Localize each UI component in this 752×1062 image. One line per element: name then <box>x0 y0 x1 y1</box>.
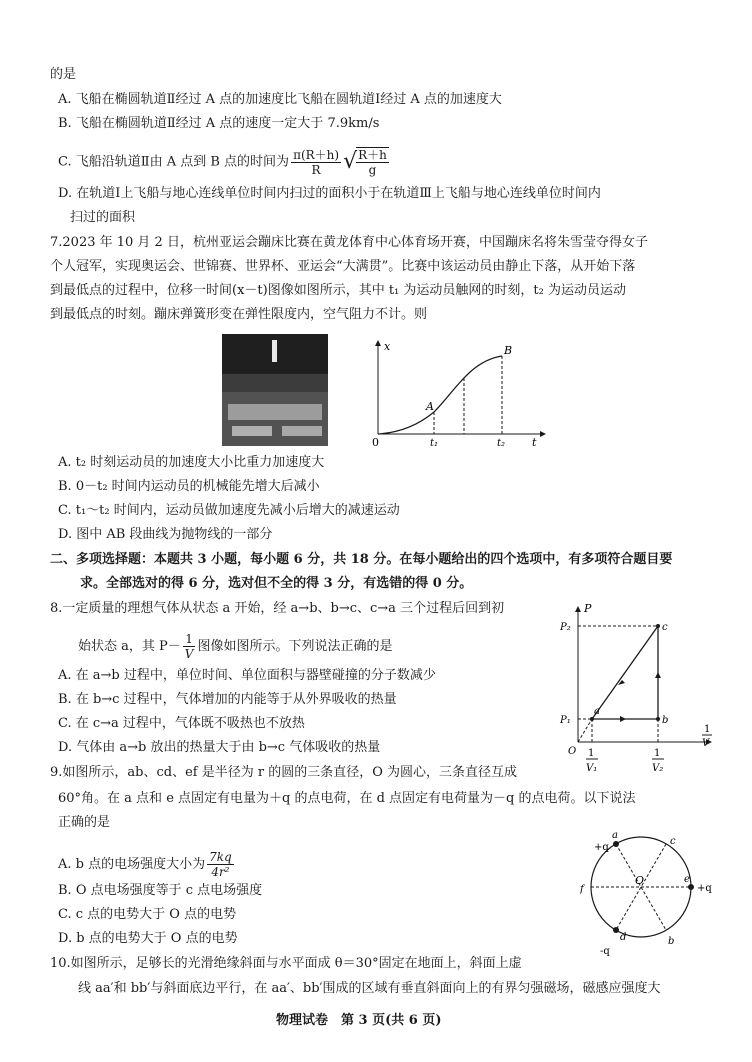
t-axis-arrow-icon <box>540 431 546 437</box>
label-d: d <box>620 932 627 943</box>
label-e: e <box>684 874 690 885</box>
p1-label: P₁ <box>560 715 571 726</box>
q8-option-a: A. 在 a→b 过程中，单位时间、单位面积与器壁碰撞的分子数减少 <box>58 668 436 683</box>
q6-option-d-line1: D. 在轨道Ⅰ上飞船与地心连线单位时间内扫过的面积小于在轨道Ⅲ上飞船与地心连线单位时间内 <box>58 186 601 201</box>
q9-option-c: C. c 点的电势大于 O 点的电势 <box>58 907 237 922</box>
q6-option-b: B. 飞船在椭圆轨道Ⅱ经过 A 点的速度一定大于 7.9km/s <box>58 116 380 131</box>
q9-stem-line3: 正确的是 <box>58 815 111 830</box>
q10-stem-line1: 10.如图所示，足够长的光滑绝缘斜面与水平面成 θ＝30°固定在地面上，斜面上虚 <box>50 956 522 971</box>
charge-e-label: +q <box>697 883 712 894</box>
q6-option-c-fraction: $\frac{\pi(R+h)}{R}$ <box>293 147 340 177</box>
q7-option-b: B. 0－t₂ 时间内运动员的机械能先增大后减小 <box>58 479 320 494</box>
label-f: f <box>580 884 584 895</box>
label-a: a <box>612 832 618 841</box>
q8-p-inverse-v-graph <box>556 600 718 782</box>
q7-option-c: C. t₁～t₂ 时间内，运动员做加速度先减小后增大的减速运动 <box>58 503 400 518</box>
q8-stem-post: 图像如图所示。下列说法正确的是 <box>197 639 393 654</box>
p-axis-label: P <box>584 602 592 615</box>
charge-d-label: -q <box>600 946 610 956</box>
t-axis-label: t <box>532 436 537 449</box>
charge-at-d <box>613 927 619 933</box>
v2-tick-denominator: V₂ <box>652 763 664 774</box>
state-c-point <box>656 624 660 628</box>
q6-option-c-text: C. 飞船沿轨道Ⅱ由 A 点到 B 点的时间为 <box>58 154 290 170</box>
p2-label: P₂ <box>560 622 571 633</box>
q7-xt-graph <box>360 336 550 452</box>
process-c-to-a <box>592 626 658 719</box>
q9-option-b: B. O 点电场强度等于 c 点电场强度 <box>58 883 263 898</box>
v1-tick-denominator: V₁ <box>586 763 598 774</box>
q7-stem-line3: 到最低点的过程中，位移一时间(x－t)图像如图所示，其中 t₁ 为运动员触网的时刻，t₂ 为运动员运动 <box>50 283 626 298</box>
q8-option-c: C. 在 c→a 过程中，气体既不吸热也不放热 <box>58 716 305 731</box>
state-b-point <box>656 717 660 721</box>
q7-stem-line1: 7.2023 年 10 月 2 日，杭州亚运会蹦床比赛在黄龙体育中心体育场开赛，中国蹦床名将朱雪莹夺得女子 <box>50 235 648 250</box>
q9-option-a <box>58 850 236 879</box>
q9-stem-line1: 9.如图所示，ab、cd、ef 是半径为 r 的圆的三条直径，O 为圆心，三条直径互成 <box>50 765 517 780</box>
q10-stem-line2: 线 aa′和 bb′与斜面底边平行，在 aa′、bb′围成的区域有垂直斜面向上的有界匀强磁场，磁感应强度大 <box>78 981 661 996</box>
q8-stem-line1: 8.一定质量的理想气体从状态 a 开始，经 a→b、b→c、c→a 三个过程后回到初 <box>50 601 505 616</box>
label-c: c <box>662 622 668 633</box>
q9-option-a-text: A. b 点的电场强度大小为 <box>58 857 206 872</box>
v1-tick-numerator: 1 <box>588 748 595 759</box>
t1-label: t₁ <box>430 438 439 449</box>
p-axis-arrow-icon <box>575 606 581 612</box>
origin-extension-dashed-line <box>578 719 592 742</box>
q8-option-d: D. 气体由 a→b 放出的热量大于由 b→c 气体吸收的热量 <box>58 740 381 755</box>
state-a-point <box>590 717 594 721</box>
x-axis-label: x <box>384 340 391 353</box>
q9-option-a-fraction: $\frac{7kq}{\text{4r²}}$ <box>209 850 232 879</box>
inverse-v-axis-denominator: V <box>702 738 710 749</box>
sqrt-symbol: √ <box>343 149 358 174</box>
athlete-figure <box>272 340 277 362</box>
q9-stem-line2: 60°角。在 a 点和 e 点固定有电量为＋q 的点电荷，在 d 点固定有电荷量为－q 的点电荷。以下说法 <box>58 791 636 806</box>
point-b-label: B <box>504 344 513 357</box>
label-b: b <box>668 936 675 947</box>
q7-stem-line2: 个人冠军，实现奥运会、世锦赛、世界杯、亚运会“大满贯”。比赛中该运动员由静止下落，从开始下落 <box>50 259 636 274</box>
q6-option-d-line2: 扫过的面积 <box>70 210 136 225</box>
b-to-c-arrow-icon <box>655 672 661 678</box>
q6-option-a: A. 飞船在椭圆轨道Ⅱ经过 A 点的加速度比飞船在圆轨道Ⅰ经过 A 点的加速度大 <box>58 92 502 107</box>
t2-label: t₂ <box>497 438 506 449</box>
q6-option-c <box>58 147 389 177</box>
q7-option-d: D. 图中 AB 段曲线为抛物线的一部分 <box>58 527 273 542</box>
q9-option-d: D. b 点的电势大于 O 点的电势 <box>58 931 238 946</box>
page-footer: 物理试卷 第 3 页(共 6 页) <box>276 1013 442 1028</box>
center-o-label: O <box>635 874 645 887</box>
charge-at-a <box>613 841 619 847</box>
trampoline-photo <box>222 334 328 446</box>
label-b: b <box>662 715 669 726</box>
label-a: a <box>594 706 600 717</box>
origin-label: 0 <box>372 436 379 449</box>
point-a-label: A <box>426 400 434 413</box>
q8-option-b: B. 在 b→c 过程中，气体增加的内能等于从外界吸收的热量 <box>58 692 397 707</box>
v2-tick-numerator: 1 <box>654 748 661 759</box>
q6-option-c-sqrt-fraction: $\frac{R+h}{g}$ <box>358 148 387 177</box>
label-c: c <box>670 836 676 847</box>
inverse-v-axis-numerator: 1 <box>704 724 711 735</box>
q7-stem-line4: 到最低点的时刻。蹦床弹簧形变在弹性限度内，空气阻力不计。则 <box>50 307 428 322</box>
x-axis-arrow-icon <box>375 340 381 346</box>
xt-curve <box>378 356 502 434</box>
q7-option-a: A. t₂ 时刻运动员的加速度大小比重力加速度大 <box>58 455 325 470</box>
q8-stem-line2 <box>78 632 392 661</box>
charge-a-label: +q <box>594 842 609 853</box>
section-2-header-line2: 求。全部选对的得 6 分，选对但不全的得 3 分，有选错的得 0 分。 <box>80 576 473 591</box>
q8-inverse-v-fraction: $\frac{1}{V}$ <box>184 632 194 661</box>
q8-stem-pre: 始状态 a，其 P－ <box>78 639 181 654</box>
a-to-b-arrow-icon <box>620 716 626 722</box>
origin-o-label: O <box>568 746 577 757</box>
section-2-header-line1: 二、多项选择题：本题共 3 小题，每小题 6 分，共 18 分。在每小题给出的四个选项中，有多项符合题目要 <box>50 552 673 567</box>
q6-stem-tail: 的是 <box>50 67 77 82</box>
q9-circle-diagram <box>580 832 720 956</box>
